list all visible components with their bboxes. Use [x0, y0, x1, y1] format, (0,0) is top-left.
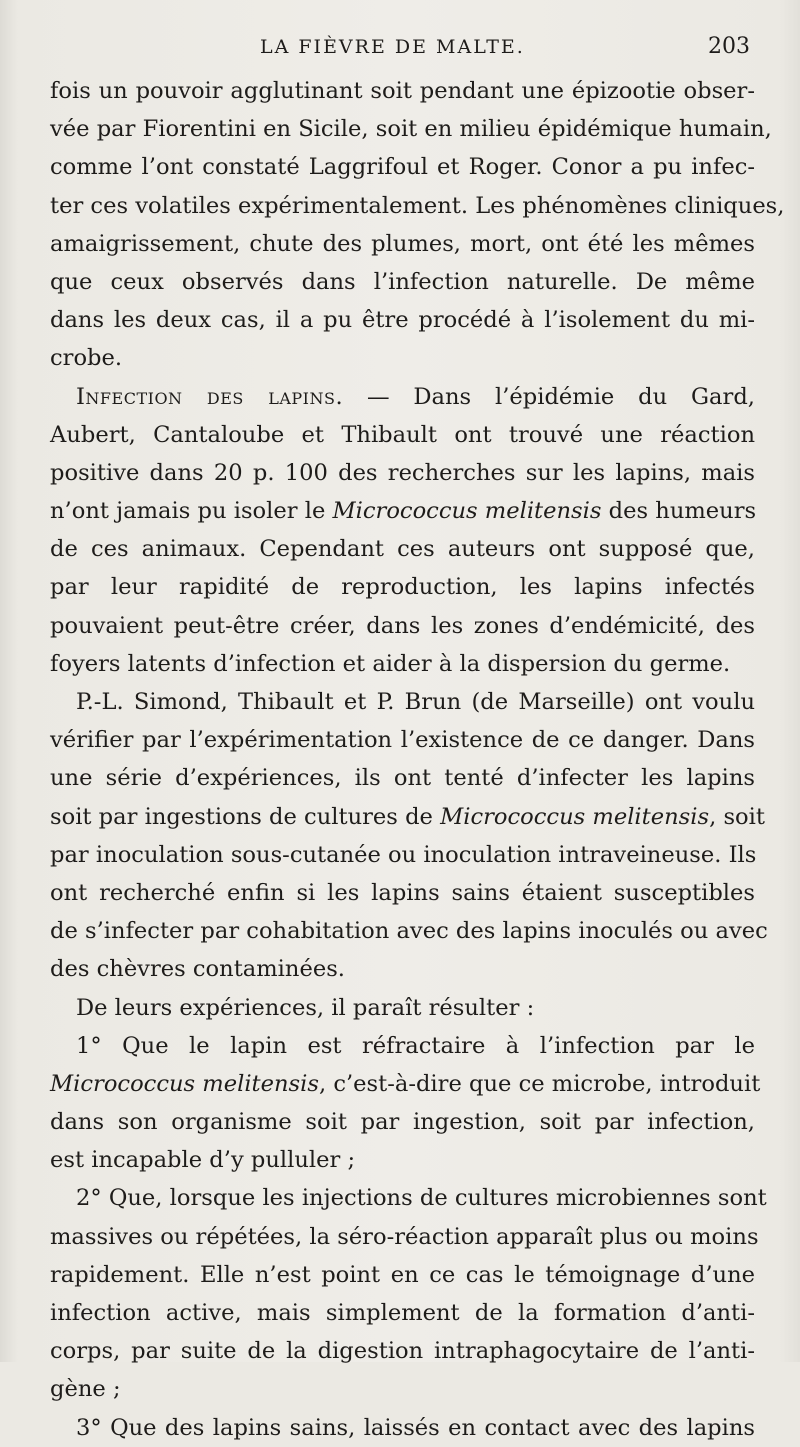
text-line: une série d’expériences, ils ont tenté d’infecter les lapins — [50, 765, 755, 792]
text-run: , soit — [709, 803, 765, 830]
text-line: P.-L. Simond, Thibault et P. Brun (de Marseille) ont voulu — [76, 689, 755, 715]
running-title: LA FIÈVRE DE MALTE. — [260, 36, 525, 58]
text-line: corps, par suite de la digestion intraphagocytaire de l’anti- — [50, 1338, 755, 1365]
text-line — [50, 798, 765, 836]
species-name: Micrococcus melitensis — [332, 498, 602, 525]
text-line: Aubert, Cantaloube et Thibault ont trouvé une réaction — [50, 421, 755, 448]
text-line — [50, 492, 755, 530]
text-line: de s’infecter par cohabitation avec des lapins inoculés ou avec — [50, 918, 768, 945]
species-name: Micrococcus melitensis — [50, 1070, 319, 1097]
text-line: par leur rapidité de reproduction, les lapins infectés — [50, 574, 755, 601]
text-line: de ces animaux. Cependant ces auteurs ont supposé que, — [50, 536, 755, 563]
section-heading-line — [50, 378, 755, 416]
text-line: ont recherché enfin si les lapins sains étaient susceptibles — [50, 879, 755, 906]
text-line: par inoculation sous-cutanée ou inoculation intraveineuse. Ils — [50, 841, 757, 868]
text-line: pouvaient peut-être créer, dans les zones d’endémicité, des — [50, 612, 755, 639]
text-line: que ceux observés dans l’infection naturelle. De même — [50, 268, 755, 295]
text-line: foyers latents d’infection et aider à la dispersion du germe. — [50, 650, 731, 677]
text-line: rapidement. Elle n’est point en ce cas le témoignage d’une — [50, 1261, 755, 1288]
text-line: massives ou répétées, la séro-réaction apparaît plus ou moins — [50, 1223, 759, 1250]
text-run: n’ont jamais pu isoler le — [50, 498, 333, 525]
text-run: des humeurs — [601, 498, 757, 525]
text-line: infection active, mais simplement de la formation d’anti- — [50, 1300, 755, 1326]
text-line: 3° Que des lapins sains, laissés en contact avec des lapins — [76, 1414, 755, 1441]
text-line: gène ; — [50, 1376, 121, 1403]
text-line: De leurs expériences, il paraît résulter : — [76, 994, 535, 1021]
text-run: , c’est-à-dire que ce microbe, introduit — [318, 1070, 761, 1097]
page-number: 203 — [708, 34, 750, 59]
text-line — [50, 1065, 761, 1103]
species-name: Micrococcus melitensis — [440, 803, 710, 830]
text-line: vée par Fiorentini en Sicile, soit en milieu épidémique humain, — [50, 116, 772, 143]
text-line: 2° Que, lorsque les injections de cultures microbiennes sont — [76, 1185, 767, 1212]
section-heading: Infection des lapins. — [76, 383, 344, 410]
body-text — [50, 72, 785, 1447]
text-line: dans les deux cas, il a pu être procédé à l’isolement du mi- — [50, 307, 755, 334]
text-line: 1° Que le lapin est réfractaire à l’infection par le — [76, 1032, 755, 1059]
text-line: ter ces volatiles expérimentalement. Les phénomènes cliniques, — [50, 192, 785, 219]
text-line: vérifier par l’expérimentation l’existence de ce danger. Dans — [50, 727, 755, 754]
text-line: amaigrissement, chute des plumes, mort, ont été les mêmes — [50, 230, 755, 257]
text-line: positive dans 20 p. 100 des recherches sur les lapins, mais — [50, 459, 755, 486]
text-run: soit par ingestions de cultures de — [50, 803, 441, 830]
text-line: dans son organisme soit par ingestion, soit par infection, — [50, 1109, 755, 1136]
text-line: crobe. — [50, 345, 123, 372]
text-run: — Dans l’épidémie du Gard, — [343, 383, 755, 410]
text-line: est incapable d’y pulluler ; — [50, 1147, 356, 1174]
text-line: comme l’ont constaté Laggrifoul et Roger. Conor a pu infec- — [50, 154, 755, 181]
text-line: des chèvres contaminées. — [50, 956, 345, 983]
page-header — [0, 36, 800, 66]
text-line: fois un pouvoir agglutinant soit pendant une épizootie obser- — [50, 78, 755, 104]
